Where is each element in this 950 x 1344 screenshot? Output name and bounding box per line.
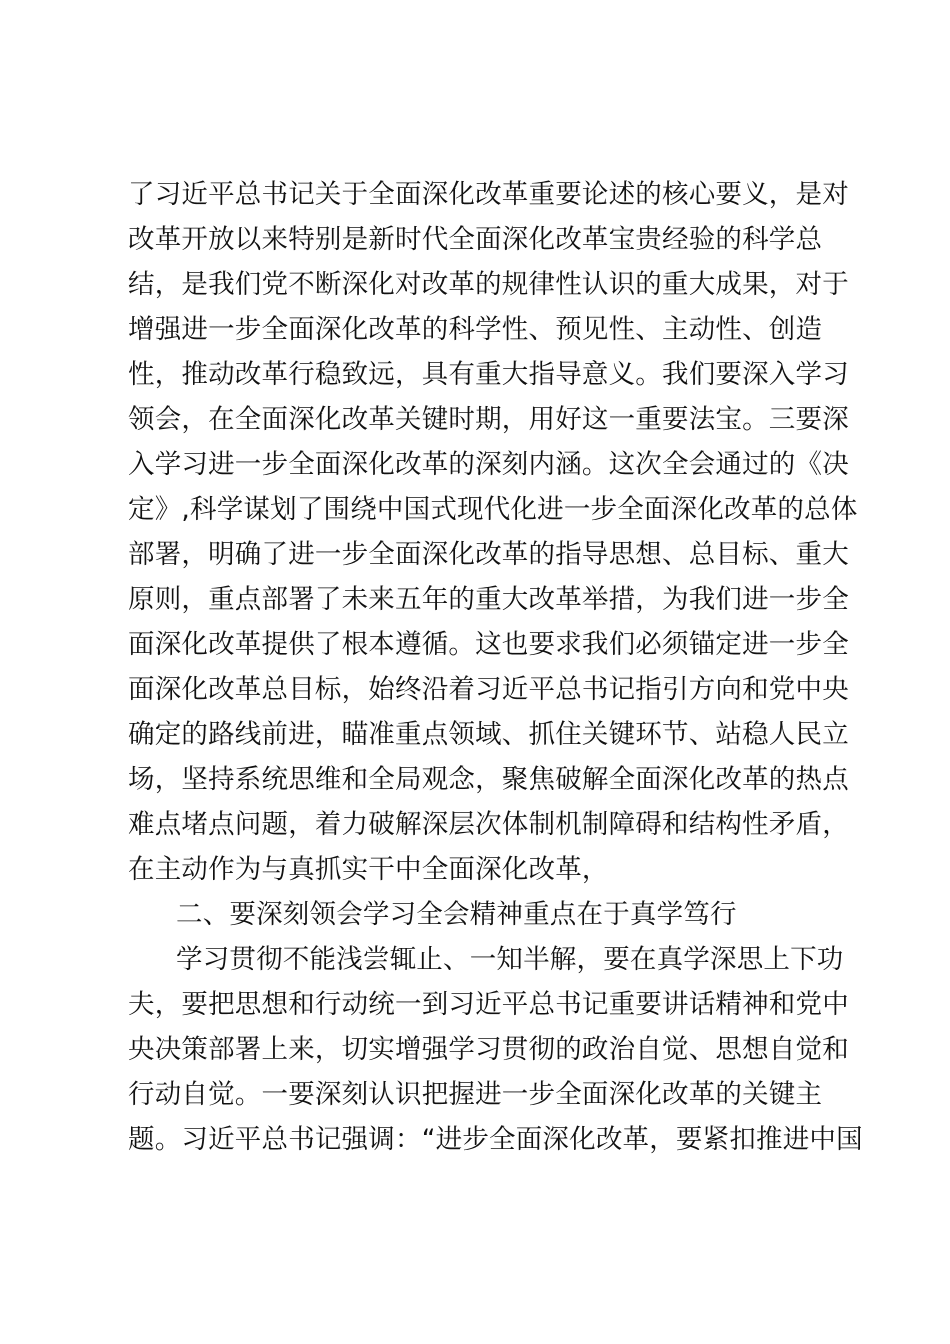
text-line: 领会，在全面深化改革关键时期，用好这一重要法宝。三要深 [128, 404, 849, 435]
text-line: 央决策部署上来，切实增强学习贯彻的政治自觉、思想自觉和 [128, 1034, 849, 1065]
text-line: 行动自觉。一要深刻认识把握进一步全面深化改革的关键主 [128, 1079, 823, 1110]
text-line: 场，坚持系统思维和全局观念，聚焦破解全面深化改革的热点 [128, 764, 849, 795]
text-line: 题。习近平总书记强调：“进步全面深化改革，要紧扣推进中国 [128, 1124, 863, 1155]
text-line: 定》,科学谋划了围绕中国式现代化进一步全面深化改革的总体 [128, 494, 858, 525]
text-line: 了习近平总书记关于全面深化改革重要论述的核心要义，是对 [128, 179, 849, 210]
text-line: 学习贯彻不能浅尝辄止、一知半解，要在真学深思上下功 [176, 944, 844, 975]
text-line: 难点堵点问题，着力破解深层次体制机制障碍和结构性矛盾， [128, 809, 849, 840]
text-line: 确定的路线前进，瞄准重点领域、抓住关键环节、站稳人民立 [128, 719, 849, 750]
text-line: 原则，重点部署了未来五年的重大改革举措，为我们进一步全 [128, 584, 849, 615]
section-heading: 二、要深刻领会学习全会精神重点在于真学笃行 [176, 899, 737, 930]
text-line: 面深化改革提供了根本遵循。这也要求我们必须锚定进一步全 [128, 629, 849, 660]
text-line: 结，是我们党不断深化对改革的规律性认识的重大成果，对于 [128, 269, 849, 300]
text-line: 在主动作为与真抓实干中全面深化改革， [128, 854, 609, 885]
text-line: 夫，要把思想和行动统一到习近平总书记重要讲话精神和党中 [128, 989, 849, 1020]
text-line: 增强进一步全面深化改革的科学性、预见性、主动性、创造 [128, 314, 823, 345]
text-line: 入学习进一步全面深化改革的深刻内涵。这次全会通过的《决 [128, 449, 849, 480]
text-line: 性，推动改革行稳致远，具有重大指导意义。我们要深入学习 [128, 359, 849, 390]
text-line: 部署，明确了进一步全面深化改革的指导思想、总目标、重大 [128, 539, 849, 570]
text-line: 面深化改革总目标，始终沿着习近平总书记指引方向和党中央 [128, 674, 849, 705]
text-line: 改革开放以来特别是新时代全面深化改革宝贵经验的科学总 [128, 224, 823, 255]
